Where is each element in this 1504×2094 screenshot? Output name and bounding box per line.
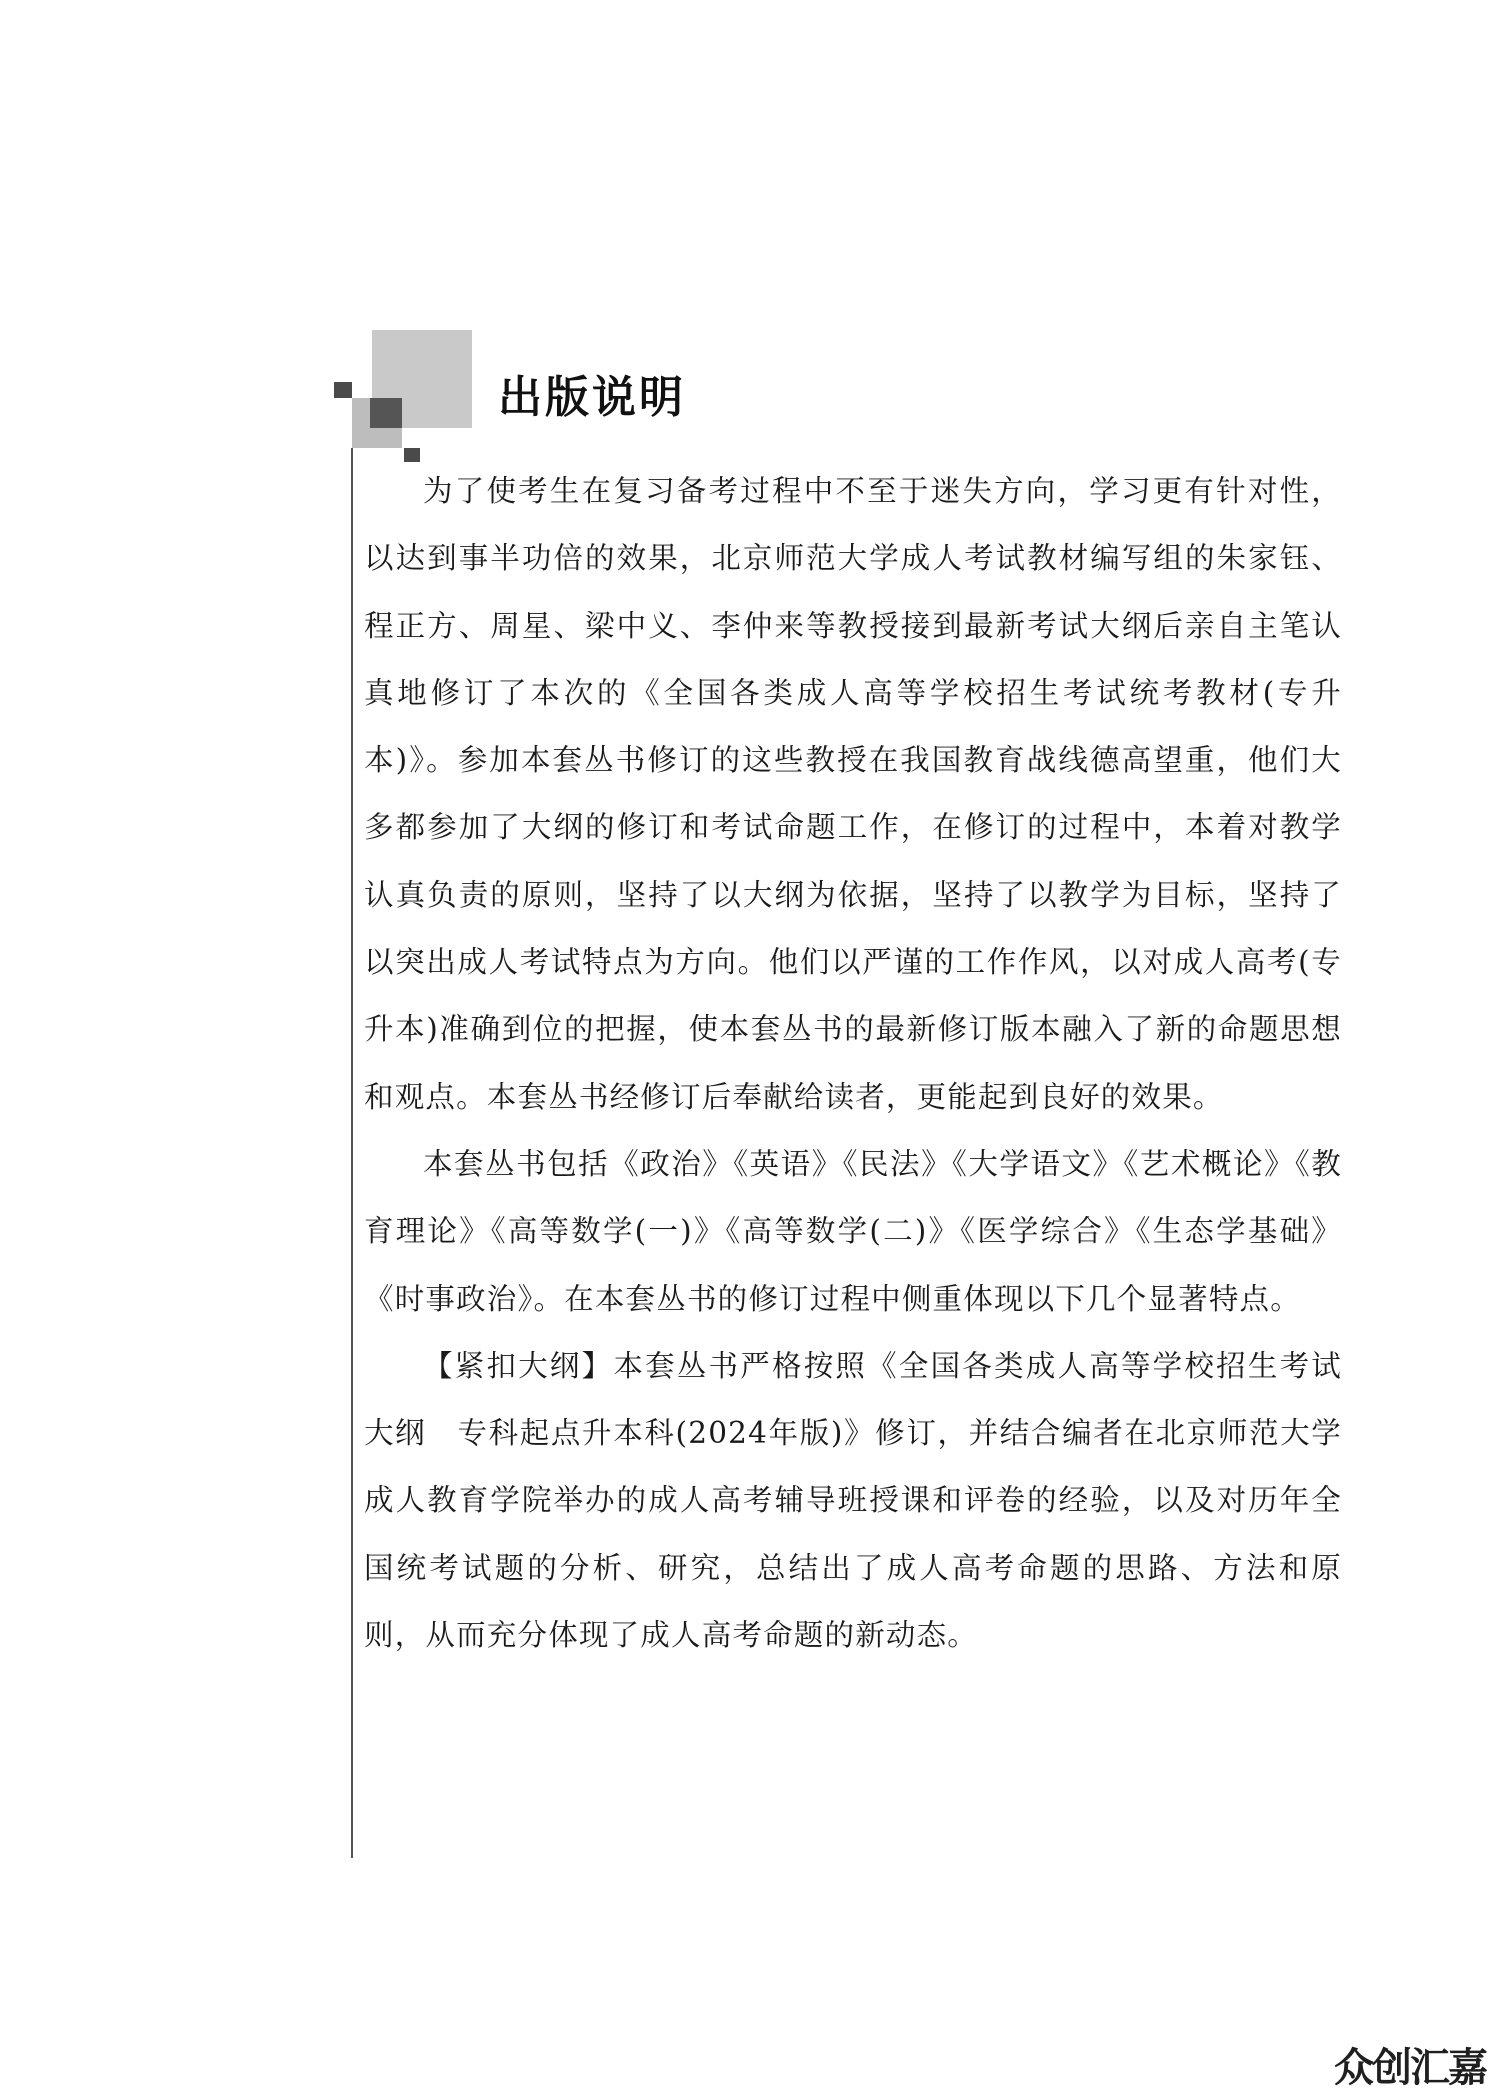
paragraph-book-list: 本套丛书包括《政治》《英语》《民法》《大学语文》《艺术概论》《教育理论》《高等数学(一)》《高等数学(二)》《医学综合》《生态学基础》《时事政治》。在本套丛书的修订过程中侧重体现以下几个显著特点。 <box>364 1146 1342 1316</box>
page-title: 出版说明 <box>498 372 686 423</box>
title-decoration-square-small <box>334 382 352 398</box>
margin-rule-line <box>351 448 353 1858</box>
paragraph-syllabus: 【紧扣大纲】本套丛书严格按照《全国各类成人高等学校招生考试大纲 专科起点升本科(2024年版)》修订，并结合编者在北京师范大学成人教育学院举办的成人高考辅导班授课和评卷的经验，以及对历年全国统考试题的分析、研究，总结出了成人高考命题的思路、方法和原则，从而充分体现了成人高考命题的新动态。 <box>364 1348 1342 1653</box>
title-decoration-square-dark <box>370 398 402 428</box>
paragraph-intro: 为了使考生在复习备考过程中不至于迷失方向，学习更有针对性，以达到事半功倍的效果，北京师范大学成人考试教材编写组的朱家钰、程正方、周星、梁中义、李仲来等教授接到最新考试大纲后亲自主笔认真地修订了本次的《全国各类成人高等学校招生考试统考教材(专升本)》。参加本套丛书修订的这些教授在我国教育战线德高望重，他们大多都参加了大纲的修订和考试命题工作，在修订的过程中，本着对教学认真负责的原则，坚持了以大纲为依据，坚持了以教学为目标，坚持了以突出成人考试特点为方向。他们以严谨的工作作风，以对成人高考(专升本)准确到位的把握，使本套丛书的最新修订版本融入了新的命题思想和观点。本套丛书经修订后奉献给读者，更能起到良好的效果。 <box>364 474 1342 1114</box>
body-text <box>364 458 1342 1669</box>
watermark-logo: 众创汇嘉 <box>1334 2045 1486 2091</box>
